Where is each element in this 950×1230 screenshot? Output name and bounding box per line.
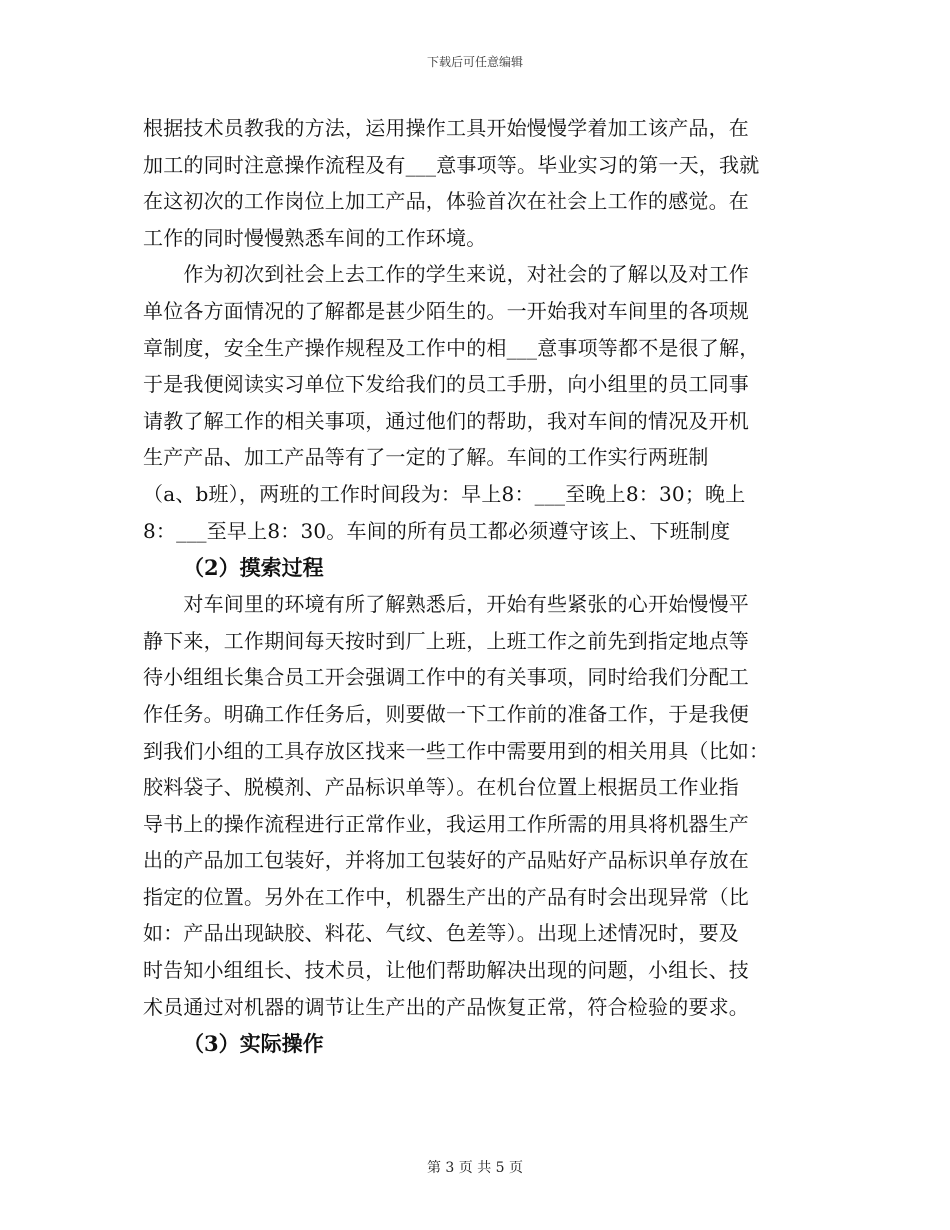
text-line: 术员通过对机器的调节让生产出的产品恢复正常，符合检验的要求。 bbox=[143, 994, 749, 1019]
text-line: 静下来，工作期间每天按时到厂上班，上班工作之前先到指定地点等 bbox=[143, 628, 749, 653]
text-line: 加工的同时注意操作流程及有___意事项等。毕业实习的第一天，我就 bbox=[143, 152, 760, 177]
section-heading-3: （3）实际操作 bbox=[183, 1031, 324, 1057]
text-line: 生产产品、加工产品等有了一定的了解。车间的工作实行两班制 bbox=[143, 445, 709, 470]
document-body bbox=[143, 110, 809, 1062]
text-line: 根据技术员教我的方法，运用操作工具开始慢慢学着加工该产品，在 bbox=[143, 116, 749, 140]
text-line: 作为初次到社会上去工作的学生来说，对社会的了解以及对工作 bbox=[143, 262, 749, 287]
text-line: 待小组组长集合员工开会强调工作中的有关事项，同时给我们分配工 bbox=[143, 665, 749, 690]
text-line: 于是我便阅读实习单位下发给我们的员工手册，向小组里的员工同事 bbox=[143, 372, 749, 397]
text-line: 时告知小组组长、技术员，让他们帮助解决出现的问题，小组长、技 bbox=[143, 958, 749, 983]
text-line: 在这初次的工作岗位上加工产品，体验首次在社会上工作的感觉。在 bbox=[143, 189, 749, 214]
page-header: 下载后可任意编辑 bbox=[426, 55, 523, 69]
paragraph-1 bbox=[143, 110, 809, 256]
page-footer: 第 3 页 共 5 页 bbox=[426, 1160, 524, 1176]
text-line: 胶料袋子、脱模剂、产品标识单等）。在机台位置上根据员工作业指 bbox=[143, 775, 739, 800]
text-line: 请教了解工作的相关事项，通过他们的帮助，我对车间的情况及开机 bbox=[143, 408, 749, 433]
text-line: 工作的同时慢慢熟悉车间的工作环境。 bbox=[143, 225, 487, 250]
text-line: 对车间里的环境有所了解熟悉后，开始有些紧张的心开始慢慢平 bbox=[143, 592, 749, 617]
text-line: 导书上的操作流程进行正常作业，我运用工作所需的用具将机器生产 bbox=[143, 811, 749, 836]
text-line: 到我们小组的工具存放区找来一些工作中需要用到的相关用具（比如： bbox=[143, 738, 770, 763]
text-line: 出的产品加工包装好，并将加工包装好的产品贴好产品标识单存放在 bbox=[143, 848, 749, 873]
text-line: 如：产品出现缺胶、料花、气纹、色差等）。出现上述情况时，要及 bbox=[143, 921, 739, 946]
text-line: 单位各方面情况的了解都是甚少陌生的。一开始我对车间里的各项规 bbox=[143, 298, 749, 323]
text-line: 8：___至早上8：30。车间的所有员工都必须遵守该上、下班制度 bbox=[143, 518, 731, 543]
paragraph-2 bbox=[143, 256, 809, 549]
text-line: 指定的位置。另外在工作中，机器生产出的产品有时会出现异常（比 bbox=[143, 884, 749, 909]
paragraph-3 bbox=[143, 586, 809, 1025]
text-line: （a、b班），两班的工作时间段为：早上8：___至晚上8：30；晚上 bbox=[143, 481, 746, 506]
text-line: 章制度，安全生产操作规程及工作中的相___意事项等都不是很了解， bbox=[143, 335, 760, 360]
section-heading-2: （2）摸索过程 bbox=[183, 555, 324, 581]
text-line: 作任务。明确工作任务后，则要做一下工作前的准备工作，于是我便 bbox=[143, 701, 749, 726]
